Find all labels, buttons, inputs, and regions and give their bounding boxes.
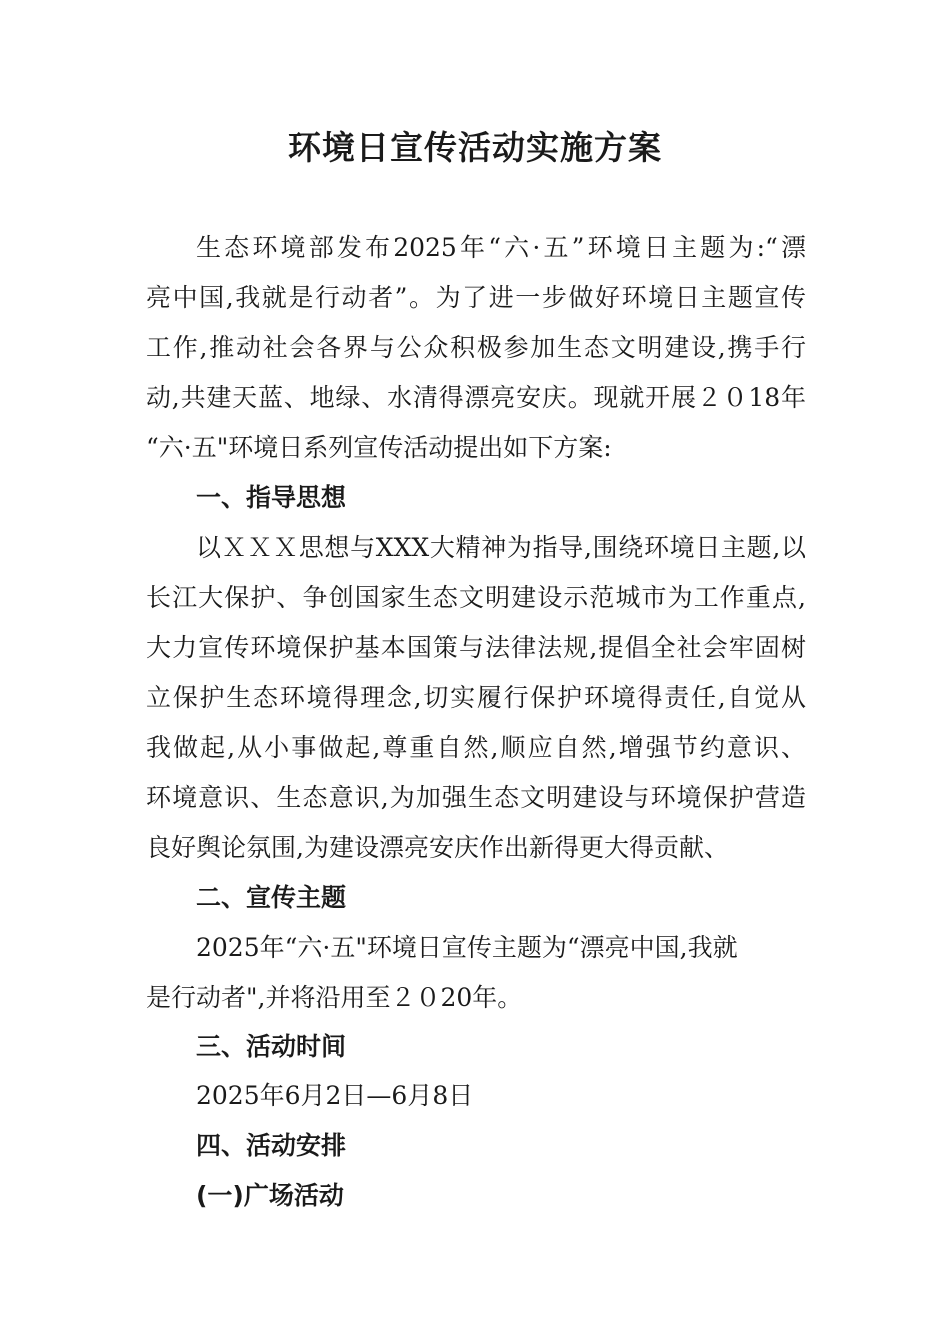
paragraph-line: 工作,推动社会各界与公众积极参加生态文明建设,携手行 [146, 333, 806, 362]
paragraph-line: 2025年“六·五"环境日宣传主题为“漂亮中国,我就 [196, 933, 738, 962]
paragraph-line: 大力宣传环境保护基本国策与法律法规,提倡全社会牢固树 [146, 633, 806, 662]
paragraph-line: 以ＸＸＸ思想与XXX大精神为指导,围绕环境日主题,以 [196, 533, 806, 562]
paragraph-line: 立保护生态环境得理念,切实履行保护环境得责任,自觉从 [146, 683, 806, 712]
paragraph-line: 动,共建天蓝、地绿、水清得漂亮安庆。现就开展２０18年 [146, 383, 806, 412]
section-heading: 三、活动时间 [196, 1032, 347, 1061]
paragraph-line: 长江大保护、争创国家生态文明建设示范城市为工作重点, [146, 583, 806, 612]
paragraph-line: “六·五"环境日系列宣传活动提出如下方案: [146, 433, 612, 462]
section-heading: 二、宣传主题 [196, 883, 347, 912]
document-title: 环境日宣传活动实施方案 [288, 128, 662, 167]
paragraph-line: 生态环境部发布2025年“六·五”环境日主题为:“漂 [196, 233, 806, 262]
paragraph-line: 环境意识、生态意识,为加强生态文明建设与环境保护营造 [146, 783, 806, 812]
paragraph-line: 我做起,从小事做起,尊重自然,顺应自然,增强节约意识、 [146, 733, 806, 762]
paragraph-line: 是行动者",并将沿用至２０20年。 [146, 983, 523, 1012]
section-heading: 一、指导思想 [196, 483, 347, 512]
paragraph-line: 良好舆论氛围,为建设漂亮安庆作出新得更大得贡献、 [146, 833, 729, 862]
paragraph-line: 2025年6月2日—6月8日 [196, 1081, 474, 1110]
paragraph-line: 亮中国,我就是行动者”。为了进一步做好环境日主题宣传 [146, 283, 806, 312]
subsection-heading: (一)广场活动 [196, 1181, 344, 1210]
section-heading: 四、活动安排 [196, 1131, 347, 1160]
